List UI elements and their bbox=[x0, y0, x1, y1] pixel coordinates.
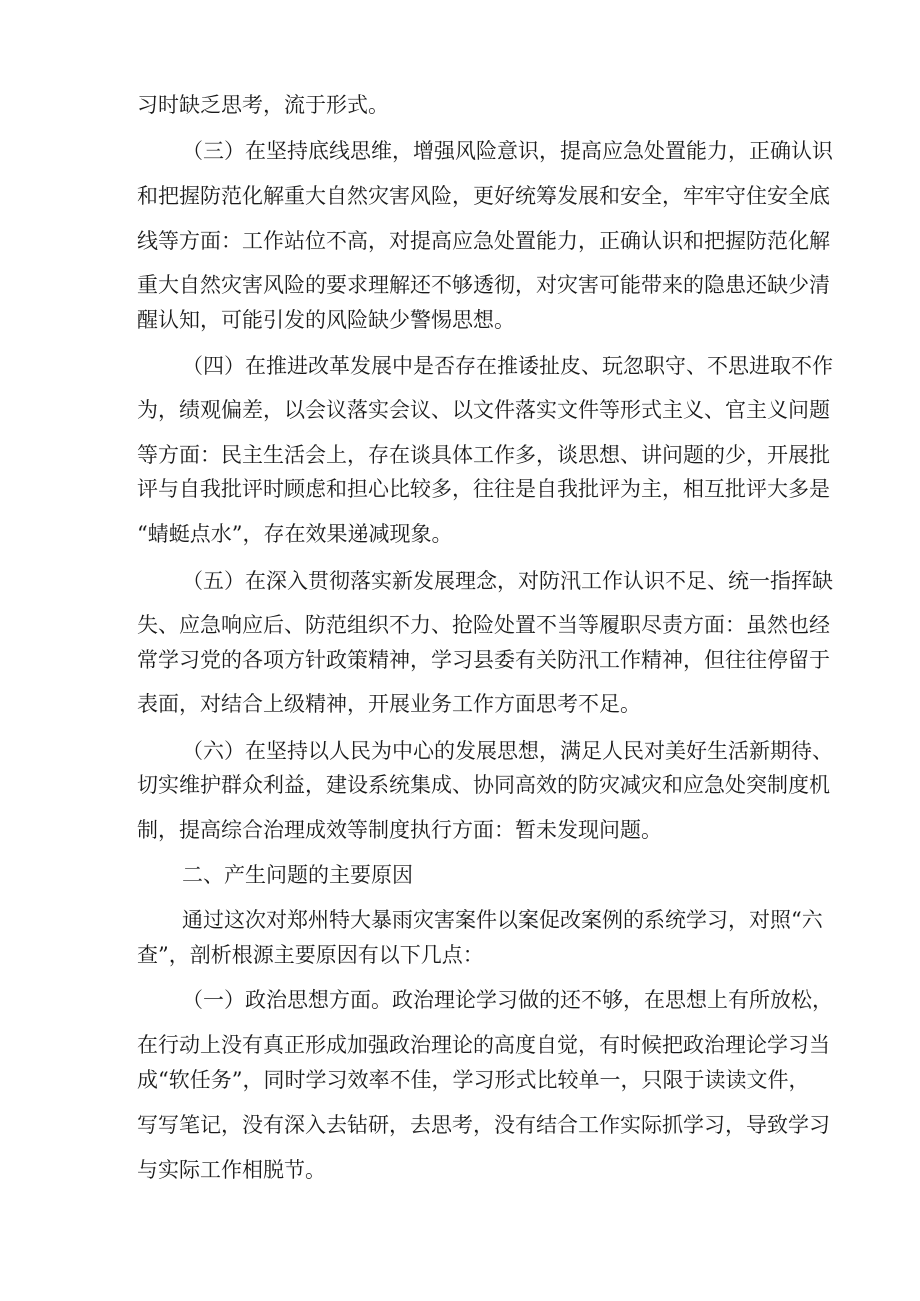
text-line: 常学习党的各项方针政策精神，学习县委有关防汛工作精神，但往往停留于 bbox=[137, 648, 830, 672]
text-line: 等方面：民主生活会上，存在谈具体工作多，谈思想、讲问题的少，开展批 bbox=[137, 443, 830, 467]
text-line: 为，绩观偏差，以会议落实会议、以文件落实文件等形式主义、官主义问题 bbox=[137, 398, 830, 422]
text-line: 在行动上没有真正形成加强政治理论的高度自觉，有时候把政治理论学习当 bbox=[137, 1033, 830, 1057]
text-line: 通过这次对郑州特大暴雨灾害案件以案促改案例的系统学习，对照“六 bbox=[182, 908, 823, 932]
section-heading: 二、产生问题的主要原因 bbox=[182, 863, 413, 887]
text-line: （六）在坚持以人民为中心的发展思想，满足人民对美好生活新期待、 bbox=[182, 739, 833, 763]
text-line: 习时缺乏思考，流于形式。 bbox=[137, 93, 389, 117]
text-line: 失、应急响应后、防范组织不力、抢险处置不当等履职尽责方面：虽然也经 bbox=[137, 613, 830, 637]
text-line: 醒认知，可能引发的风险缺少警惕思想。 bbox=[137, 308, 515, 332]
text-line: 制，提高综合治理成效等制度执行方面：暂未发现问题。 bbox=[137, 818, 662, 842]
text-line: （一）政治思想方面。政治理论学习做的还不够，在思想上有所放松， bbox=[182, 988, 833, 1012]
text-line: （五）在深入贯彻落实新发展理念，对防汛工作认识不足、统一指挥缺 bbox=[182, 569, 833, 593]
text-line: 表面，对结合上级精神，开展业务工作方面思考不足。 bbox=[137, 692, 641, 716]
text-line: 评与自我批评时顾虑和担心比较多，往往是自我批评为主，相互批评大多是 bbox=[137, 477, 830, 501]
text-line: 和把握防范化解重大自然灾害风险，更好统筹发展和安全，牢牢守住安全底 bbox=[137, 184, 830, 208]
text-line: （四）在推进改革发展中是否存在推诿扯皮、玩忽职守、不思进取不作 bbox=[182, 354, 833, 378]
text-line: 成“软任务”，同时学习效率不佳，学习形式比较单一，只限于读读文件， bbox=[137, 1068, 810, 1092]
text-line: 重大自然灾害风险的要求理解还不够透彻，对灾害可能带来的隐患还缺少清 bbox=[137, 273, 830, 297]
text-line: 写写笔记，没有深入去钻研，去思考，没有结合工作实际抓学习，导致学习 bbox=[137, 1113, 830, 1137]
text-line: 切实维护群众利益，建设系统集成、协同高效的防灾减灾和应急处突制度机 bbox=[137, 773, 830, 797]
text-line: （三）在坚持底线思维，增强风险意识，提高应急处置能力，正确认识 bbox=[182, 139, 833, 163]
text-line: 线等方面：工作站位不高，对提高应急处置能力，正确认识和把握防范化解 bbox=[137, 229, 830, 253]
text-line: “蜻蜓点水”，存在效果递减现象。 bbox=[137, 522, 453, 546]
text-line: 与实际工作相脱节。 bbox=[137, 1158, 326, 1182]
text-line: 查”，剖析根源主要原因有以下几点： bbox=[137, 943, 484, 967]
